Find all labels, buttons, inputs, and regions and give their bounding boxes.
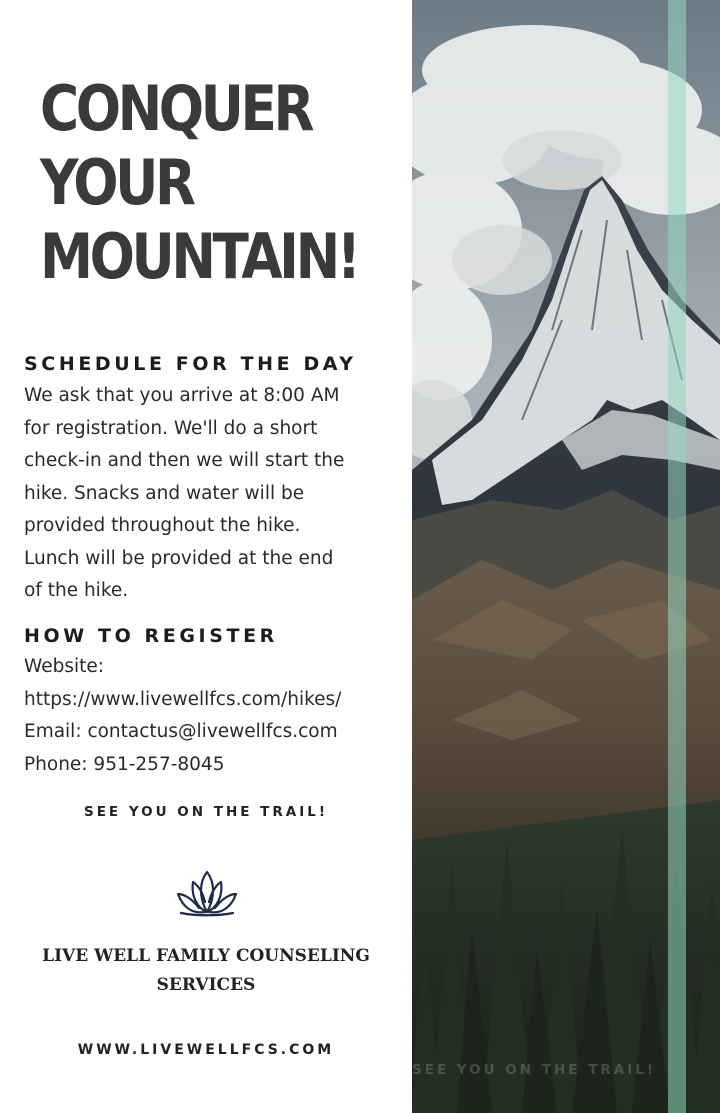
organization-line-1: LIVE WELL FAMILY COUNSELING bbox=[42, 946, 370, 966]
schedule-line: of the hike. bbox=[24, 580, 129, 601]
lotus-icon bbox=[175, 868, 239, 918]
headline-line-1: CONQUER bbox=[40, 72, 312, 145]
website-footer[interactable]: WWW.LIVEWELLFCS.COM bbox=[77, 1042, 335, 1058]
register-text bbox=[24, 651, 341, 781]
register-title: HOW TO REGISTER bbox=[24, 625, 278, 647]
schedule-line: We ask that you arrive at 8:00 AM bbox=[24, 385, 340, 406]
photo-overlay-text: SEE YOU ON THE TRAIL! bbox=[412, 1062, 657, 1078]
schedule-line: Lunch will be provided at the end bbox=[24, 547, 334, 569]
organization-line-2: SERVICES bbox=[156, 975, 256, 995]
schedule-line: provided throughout the hike. bbox=[24, 515, 301, 536]
headline-line-3: MOUNTAIN! bbox=[40, 220, 358, 293]
schedule-text bbox=[24, 380, 344, 608]
schedule-line: hike. Snacks and water will be bbox=[24, 482, 305, 504]
register-email[interactable]: Email: contactus@livewellfcs.com bbox=[24, 721, 338, 742]
headline-line-2: YOUR bbox=[40, 146, 193, 219]
trail-tagline: SEE YOU ON THE TRAIL! bbox=[83, 804, 329, 820]
register-website-link[interactable]: https://www.livewellfcs.com/hikes/ bbox=[24, 688, 342, 710]
schedule-title: SCHEDULE FOR THE DAY bbox=[24, 353, 357, 375]
register-phone[interactable]: Phone: 951-257-8045 bbox=[24, 753, 225, 775]
organization-name bbox=[0, 942, 412, 1000]
register-website-label: Website: bbox=[24, 656, 104, 677]
schedule-line: for registration. We'll do a short bbox=[24, 417, 318, 439]
headline bbox=[40, 72, 358, 294]
accent-stripe bbox=[668, 0, 686, 1113]
schedule-line: check-in and then we will start the bbox=[24, 450, 345, 471]
mountain-photo bbox=[412, 0, 720, 1113]
